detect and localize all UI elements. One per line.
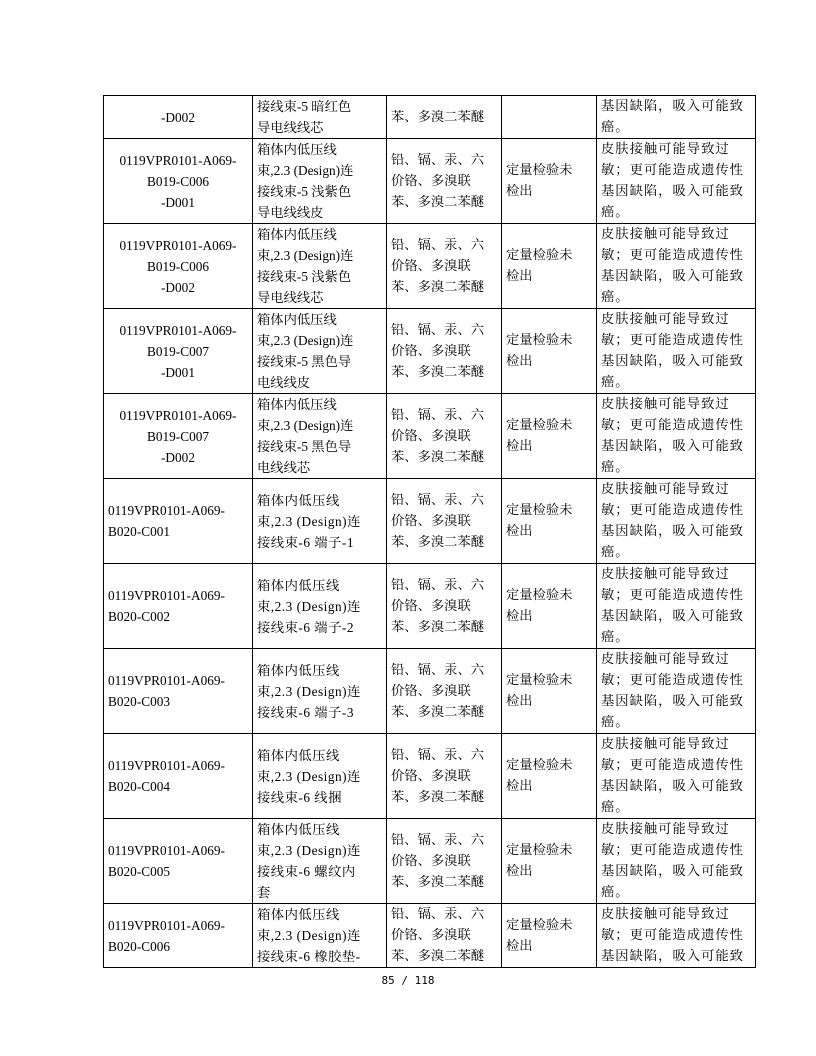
cell-text-line: B020-C001 <box>108 524 171 539</box>
cell-text-line: 皮肤接触可能导致过 <box>601 312 730 327</box>
cell-text-line: 接线束-6 端子-3 <box>257 704 354 720</box>
cell-text-line: 敏；更可能造成遗传性 <box>601 673 744 688</box>
cell-text-line: -D002 <box>161 279 195 295</box>
part-id-cell <box>104 904 253 968</box>
cell-text-line: 敏；更可能造成遗传性 <box>601 163 744 178</box>
table-row <box>104 309 756 394</box>
cell-text-line: B020-C003 <box>108 694 171 709</box>
cell-text-line: 定量检验未 <box>506 418 573 433</box>
part-name-cell <box>253 564 387 649</box>
table-row <box>104 479 756 564</box>
health-risk-cell <box>597 394 756 479</box>
part-name-cell <box>253 224 387 309</box>
cell-text-line: B019-C006 <box>146 173 210 189</box>
cell-text-line: 检出 <box>506 864 533 879</box>
cell-text-line: -D002 <box>161 109 195 125</box>
cell-text-line: 价铬、多溴联 <box>391 853 471 869</box>
cell-text-line: 皮肤接触可能导致过 <box>601 822 730 837</box>
cell-text-line: 皮肤接触可能导致过 <box>601 737 730 752</box>
health-risk-cell <box>597 904 756 968</box>
cell-text-line: 基因缺陷，吸入可能致 <box>601 524 744 539</box>
part-id-cell <box>104 819 253 904</box>
part-name-cell <box>253 479 387 564</box>
cell-text-line: 苯、多溴二苯醚 <box>391 279 485 295</box>
test-result-cell <box>502 564 597 649</box>
cell-text-line: 检出 <box>506 354 533 369</box>
cell-text-line: 接线束-6 端子-1 <box>257 534 354 550</box>
cell-text-line: 束,2.3 (Design)连 <box>257 598 361 614</box>
cell-text-line: 铅、镉、汞、六 <box>391 907 485 922</box>
cell-text-line: 接线束-5 暗红色 <box>257 99 352 114</box>
part-name-cell <box>253 819 387 904</box>
cell-text-line: 铅、镉、汞、六 <box>391 832 485 848</box>
cell-text-line: 敏；更可能造成遗传性 <box>601 843 744 858</box>
cell-text-line: 苯、多溴二苯醚 <box>391 364 485 380</box>
table-row <box>104 564 756 649</box>
cell-text-line: 0119VPR0101-A069- <box>119 407 237 423</box>
cell-text-line: 癌。 <box>601 460 630 475</box>
health-risk-cell <box>597 564 756 649</box>
cell-text-line: 箱体内低压线 <box>257 227 337 242</box>
substances-cell <box>387 479 502 564</box>
part-id-cell <box>104 96 253 139</box>
cell-text-line: B019-C007 <box>146 343 210 359</box>
substances-cell <box>387 734 502 819</box>
cell-text-line: B019-C007 <box>146 428 210 444</box>
cell-text-line: 定量检验未 <box>506 588 573 603</box>
cell-text-line: 束,2.3 (Design)连 <box>257 928 361 943</box>
health-risk-cell <box>597 96 756 139</box>
part-name-cell <box>253 904 387 968</box>
cell-text-line: -D001 <box>161 194 195 210</box>
cell-text-line: 价铬、多溴联 <box>391 173 471 189</box>
cell-text-line: 箱体内低压线 <box>257 312 337 327</box>
cell-text-line: 基因缺陷，吸入可能致 <box>601 779 744 794</box>
substance-table <box>103 95 756 968</box>
substances-cell <box>387 904 502 968</box>
substances-cell <box>387 819 502 904</box>
cell-text-line: 价铬、多溴联 <box>391 513 471 529</box>
part-id-cell <box>104 649 253 734</box>
cell-text-line: 铅、镉、汞、六 <box>391 152 485 168</box>
cell-text-line: 箱体内低压线 <box>257 492 340 508</box>
cell-text-line: 检出 <box>506 524 533 539</box>
cell-text-line: 接线束-5 黑色导 <box>257 439 352 454</box>
cell-text-line: 导电线线芯 <box>257 120 324 135</box>
cell-text-line: 敏；更可能造成遗传性 <box>601 928 744 943</box>
cell-text-line: 价铬、多溴联 <box>391 428 471 444</box>
cell-text-line: 接线束-6 螺纹内 <box>257 864 356 879</box>
part-id-cell <box>104 479 253 564</box>
cell-text-line: 检出 <box>506 609 533 624</box>
part-name-cell <box>253 96 387 139</box>
cell-text-line: 基因缺陷，吸入可能致 <box>601 269 744 284</box>
cell-text-line: 皮肤接触可能导致过 <box>601 482 730 497</box>
cell-text-line: 价铬、多溴联 <box>391 258 471 274</box>
cell-text-line: 束,2.3 (Design)连 <box>257 768 361 784</box>
cell-text-line: 定量检验未 <box>506 163 573 178</box>
test-result-cell <box>502 479 597 564</box>
cell-text-line: 铅、镉、汞、六 <box>391 322 485 338</box>
cell-text-line: 定量检验未 <box>506 917 573 933</box>
cell-text-line: 接线束-5 浅紫色 <box>257 184 352 199</box>
table-row <box>104 904 756 968</box>
cell-text-line: 定量检验未 <box>506 333 573 348</box>
cell-text-line: 癌。 <box>601 885 630 900</box>
cell-text-line: 癌。 <box>601 545 630 560</box>
part-id-cell <box>104 734 253 819</box>
cell-text-line: 癌。 <box>601 290 630 305</box>
cell-text-line: 癌。 <box>601 205 630 220</box>
test-result-cell <box>502 904 597 968</box>
cell-text-line: 苯、多溴二苯醚 <box>391 789 485 805</box>
part-id-cell <box>104 309 253 394</box>
page-number: 85 / 118 <box>381 974 435 987</box>
substances-cell <box>387 96 502 139</box>
cell-text-line: 癌。 <box>601 630 630 645</box>
part-name-cell <box>253 649 387 734</box>
cell-text-line: 敏；更可能造成遗传性 <box>601 333 744 348</box>
test-result-cell <box>502 139 597 224</box>
cell-text-line: 苯、多溴二苯醚 <box>391 109 485 125</box>
cell-text-line: 皮肤接触可能导致过 <box>601 652 730 667</box>
cell-text-line: 检出 <box>506 938 533 954</box>
cell-text-line: 铅、镉、汞、六 <box>391 662 485 678</box>
cell-text-line: 束,2.3 (Design)连 <box>257 248 354 263</box>
cell-text-line: 箱体内低压线 <box>257 747 340 763</box>
cell-text-line: 束,2.3 (Design)连 <box>257 843 361 858</box>
cell-text-line: 0119VPR0101-A069- <box>119 237 237 253</box>
cell-text-line: 基因缺陷，吸入可能致 <box>601 864 744 879</box>
cell-text-line: 0119VPR0101-A069- <box>119 152 237 168</box>
cell-text-line: B019-C006 <box>146 258 210 274</box>
substances-cell <box>387 649 502 734</box>
cell-text-line: 束,2.3 (Design)连 <box>257 418 354 433</box>
cell-text-line: 敏；更可能造成遗传性 <box>601 758 744 773</box>
substances-cell <box>387 309 502 394</box>
cell-text-line: 苯、多溴二苯醚 <box>391 704 485 720</box>
health-risk-cell <box>597 224 756 309</box>
test-result-cell <box>502 649 597 734</box>
cell-text-line: 基因缺陷，吸入可能致 <box>601 354 744 369</box>
health-risk-cell <box>597 139 756 224</box>
table-row <box>104 649 756 734</box>
cell-text-line: 价铬、多溴联 <box>391 598 471 614</box>
cell-text-line: 敏；更可能造成遗传性 <box>601 248 744 263</box>
cell-text-line: 苯、多溴二苯醚 <box>391 534 485 550</box>
test-result-cell <box>502 819 597 904</box>
table-row <box>104 819 756 904</box>
test-result-cell <box>502 309 597 394</box>
cell-text-line: 癌。 <box>601 120 630 135</box>
test-result-cell <box>502 734 597 819</box>
health-risk-cell <box>597 819 756 904</box>
part-name-cell <box>253 394 387 479</box>
part-id-cell <box>104 139 253 224</box>
part-name-cell <box>253 309 387 394</box>
cell-text-line: 皮肤接触可能导致过 <box>601 142 730 157</box>
cell-text-line: 接线束-6 端子-2 <box>257 619 354 635</box>
health-risk-cell <box>597 309 756 394</box>
table-row <box>104 224 756 309</box>
substances-cell <box>387 394 502 479</box>
cell-text-line: 套 <box>257 885 271 900</box>
cell-text-line: 接线束-6 橡胶垫- <box>257 949 361 964</box>
cell-text-line: 癌。 <box>601 375 630 390</box>
health-risk-cell <box>597 734 756 819</box>
cell-text-line: 基因缺陷，吸入可能致 <box>601 609 744 624</box>
cell-text-line: 苯、多溴二苯醚 <box>391 194 485 210</box>
cell-text-line: 敏；更可能造成遗传性 <box>601 418 744 433</box>
cell-text-line: 检出 <box>506 269 533 284</box>
cell-text-line: 价铬、多溴联 <box>391 343 471 359</box>
test-result-cell <box>502 394 597 479</box>
cell-text-line: 检出 <box>506 779 533 794</box>
cell-text-line: 箱体内低压线 <box>257 822 340 837</box>
cell-text-line: 电线线皮 <box>257 375 311 390</box>
part-name-cell <box>253 734 387 819</box>
cell-text-line: 0119VPR0101-A069- <box>108 917 225 933</box>
cell-text-line: 束,2.3 (Design)连 <box>257 513 361 529</box>
cell-text-line: 0119VPR0101-A069- <box>119 322 237 338</box>
substances-cell <box>387 564 502 649</box>
substances-cell <box>387 139 502 224</box>
cell-text-line: 价铬、多溴联 <box>391 928 471 943</box>
part-id-cell <box>104 224 253 309</box>
cell-text-line: 接线束-6 线捆 <box>257 789 342 805</box>
cell-text-line: -D001 <box>161 364 195 380</box>
cell-text-line: 检出 <box>506 439 533 454</box>
cell-text-line: 箱体内低压线 <box>257 577 340 593</box>
cell-text-line: 基因缺陷，吸入可能致 <box>601 694 744 709</box>
cell-text-line: 铅、镉、汞、六 <box>391 407 485 423</box>
cell-text-line: 束,2.3 (Design)连 <box>257 683 361 699</box>
cell-text-line: 定量检验未 <box>506 843 573 858</box>
cell-text-line: 铅、镉、汞、六 <box>391 747 485 763</box>
cell-text-line: 铅、镉、汞、六 <box>391 577 485 593</box>
cell-text-line: 0119VPR0101-A069- <box>108 843 225 858</box>
cell-text-line: 定量检验未 <box>506 758 573 773</box>
cell-text-line: 接线束-5 浅紫色 <box>257 269 352 284</box>
cell-text-line: 皮肤接触可能导致过 <box>601 397 730 412</box>
cell-text-line: 定量检验未 <box>506 503 573 518</box>
cell-text-line: 铅、镉、汞、六 <box>391 492 485 508</box>
test-result-cell <box>502 224 597 309</box>
cell-text-line: 导电线线皮 <box>257 205 324 220</box>
cell-text-line: 0119VPR0101-A069- <box>108 758 225 773</box>
cell-text-line: 箱体内低压线 <box>257 907 340 922</box>
cell-text-line: 束,2.3 (Design)连 <box>257 333 354 348</box>
cell-text-line: 导电线线芯 <box>257 290 324 305</box>
cell-text-line: 皮肤接触可能导致过 <box>601 227 730 242</box>
cell-text-line: B020-C004 <box>108 779 171 794</box>
cell-text-line: 基因缺陷，吸入可能致 <box>601 184 744 199</box>
health-risk-cell <box>597 479 756 564</box>
cell-text-line: 箱体内低压线 <box>257 662 340 678</box>
cell-text-line: B020-C002 <box>108 609 171 624</box>
table-body <box>104 96 756 968</box>
cell-text-line: 皮肤接触可能导致过 <box>601 567 730 582</box>
cell-text-line: 定量检验未 <box>506 248 573 263</box>
cell-text-line: 癌。 <box>601 800 630 815</box>
cell-text-line: 0119VPR0101-A069- <box>108 673 225 688</box>
cell-text-line: 铅、镉、汞、六 <box>391 237 485 253</box>
health-risk-cell <box>597 649 756 734</box>
cell-text-line: 苯、多溴二苯醚 <box>391 949 485 964</box>
cell-text-line: 检出 <box>506 694 533 709</box>
cell-text-line: 箱体内低压线 <box>257 397 337 412</box>
cell-text-line: 基因缺陷，吸入可能致 <box>601 99 744 114</box>
cell-text-line: B020-C005 <box>108 864 171 879</box>
cell-text-line: 定量检验未 <box>506 673 573 688</box>
cell-text-line: 价铬、多溴联 <box>391 768 471 784</box>
table-row <box>104 734 756 819</box>
cell-text-line: 敏；更可能造成遗传性 <box>601 503 744 518</box>
cell-text-line: 皮肤接触可能导致过 <box>601 907 730 922</box>
cell-text-line: 苯、多溴二苯醚 <box>391 874 485 890</box>
table-row <box>104 394 756 479</box>
cell-text-line: 敏；更可能造成遗传性 <box>601 588 744 603</box>
cell-text-line: 苯、多溴二苯醚 <box>391 619 485 635</box>
substances-cell <box>387 224 502 309</box>
cell-text-line: 接线束-5 黑色导 <box>257 354 352 369</box>
test-result-cell <box>502 96 597 139</box>
part-id-cell <box>104 394 253 479</box>
cell-text-line: 检出 <box>506 184 533 199</box>
table-row <box>104 96 756 139</box>
cell-text-line: 苯、多溴二苯醚 <box>391 449 485 465</box>
cell-text-line: 电线线芯 <box>257 460 311 475</box>
cell-text-line: 箱体内低压线 <box>257 142 337 157</box>
cell-text-line: B020-C006 <box>108 938 171 954</box>
part-name-cell <box>253 139 387 224</box>
cell-text-line: 价铬、多溴联 <box>391 683 471 699</box>
part-id-cell <box>104 564 253 649</box>
table-row <box>104 139 756 224</box>
cell-text-line: -D002 <box>161 449 195 465</box>
cell-text-line: 0119VPR0101-A069- <box>108 588 225 603</box>
cell-text-line: 癌。 <box>601 715 630 730</box>
cell-text-line: 基因缺陷，吸入可能致 <box>601 439 744 454</box>
cell-text-line: 0119VPR0101-A069- <box>108 503 225 518</box>
cell-text-line: 基因缺陷，吸入可能致 <box>601 949 744 964</box>
cell-text-line: 束,2.3 (Design)连 <box>257 163 354 178</box>
